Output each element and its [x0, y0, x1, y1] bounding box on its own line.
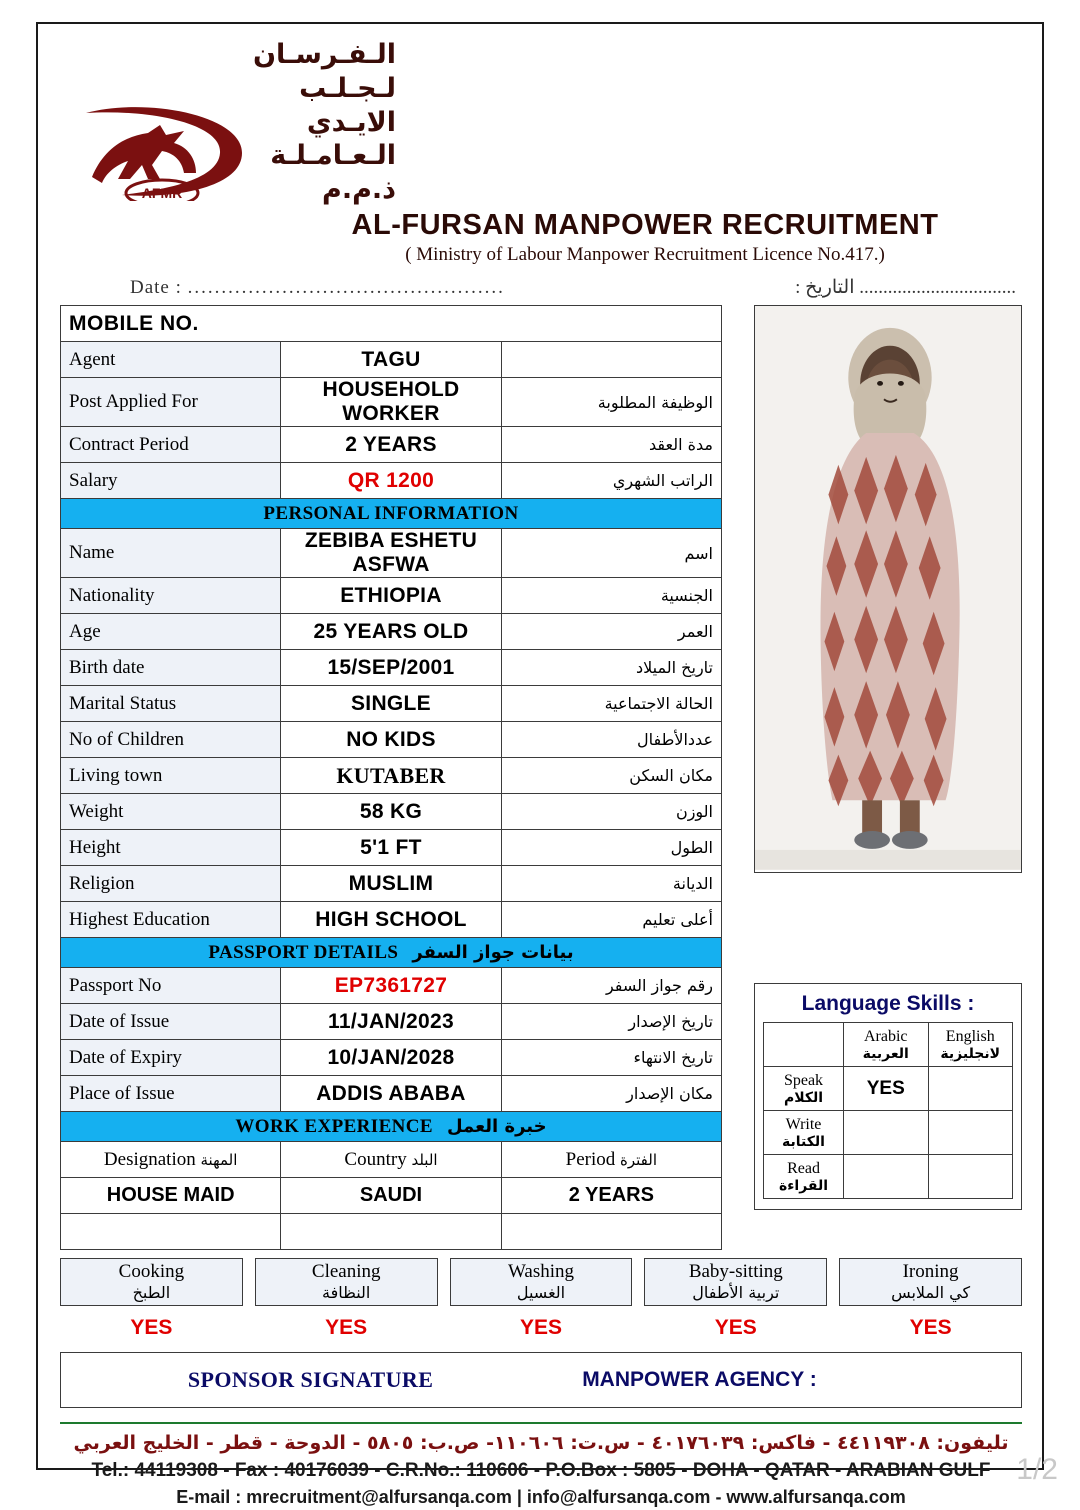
document-header — [38, 24, 1042, 270]
contract-period-value: 2 YEARS — [281, 427, 501, 463]
language-skills-box — [754, 983, 1022, 1210]
name-value: ZEBIBA ESHETU ASFWA — [281, 529, 501, 578]
marital-status-label: Marital Status — [61, 686, 281, 722]
skill-baby-sitting-label-en: Baby-sitting — [688, 1261, 783, 1283]
svg-text:AFMR: AFMR — [141, 185, 183, 202]
place-of-issue-value: ADDIS ABABA — [281, 1076, 501, 1112]
document-body — [38, 299, 1042, 1510]
table-row — [61, 1076, 722, 1112]
weight-label: Weight — [61, 794, 281, 830]
footer-contact-arabic: تليفون: ٤٤١١٩٣٠٨ - فاكس: ٤٠١٧٦٠٣٩ - س.ت: ١١٠٦٠٦- ص.ب: ٥٨٠٥ - الدوحة - قطر - الخليج العربي — [73, 1432, 1009, 1455]
manpower-agency-label: MANPOWER AGENCY : — [582, 1368, 817, 1392]
skill-ironing-value: YES — [909, 1316, 952, 1340]
work-designation-value: HOUSE MAID — [61, 1178, 281, 1214]
weight-label-ar: الوزن — [501, 794, 721, 830]
table-row — [61, 1004, 722, 1040]
lang-col-arabic-en: Arabic — [863, 1027, 908, 1045]
date-dots-ar: ................................. — [859, 277, 1016, 299]
applicant-details-table — [60, 305, 722, 1250]
place-of-issue-label: Place of Issue — [61, 1076, 281, 1112]
country-header — [281, 1142, 501, 1178]
date-of-expiry-label: Date of Expiry — [61, 1040, 281, 1076]
height-value: 5'1 FT — [281, 830, 501, 866]
age-value: 25 YEARS OLD — [281, 614, 501, 650]
household-skills-strip — [60, 1258, 1022, 1340]
lang-row-write-ar: الكتابة — [782, 1133, 825, 1150]
birth-date-label-ar: تاريخ الميلاد — [501, 650, 721, 686]
work-period-value: 2 YEARS — [501, 1178, 721, 1214]
country-header-en: Country — [344, 1148, 407, 1170]
table-row — [61, 650, 722, 686]
lang-corner-cell — [764, 1023, 844, 1067]
table-row — [61, 578, 722, 614]
table-row — [61, 1214, 722, 1250]
table-row — [61, 722, 722, 758]
work-experience-title-ar: خبرة العمل — [446, 1116, 547, 1138]
date-label-text-ar: التاريخ : — [795, 277, 855, 299]
agent-label-ar — [501, 342, 721, 378]
licence-text: ( Ministry of Labour Manpower Recruitment Licence No.417.) — [405, 244, 885, 266]
page-number: 1/2 — [1016, 1453, 1058, 1486]
work-designation-value-2 — [61, 1214, 281, 1250]
date-of-expiry-value: 10/JAN/2028 — [281, 1040, 501, 1076]
signature-bar — [60, 1352, 1022, 1408]
salary-label: Salary — [61, 463, 281, 499]
height-label-ar: الطول — [501, 830, 721, 866]
work-country-value: SAUDI — [281, 1178, 501, 1214]
skill-cleaning-label-ar: النظافة — [322, 1282, 371, 1302]
post-applied-label: Post Applied For — [61, 378, 281, 427]
skill-washing-value: YES — [519, 1316, 562, 1340]
skill-cleaning — [255, 1258, 438, 1340]
company-logo — [56, 103, 256, 201]
date-dots-en: ............................................... — [187, 277, 505, 299]
lang-row-read-en: Read — [787, 1159, 820, 1177]
lang-speak-arabic-value: YES — [844, 1067, 929, 1111]
lang-col-arabic-ar: العربية — [862, 1045, 909, 1062]
passport-details-section — [61, 938, 722, 968]
applicant-photo — [754, 305, 1022, 873]
religion-label: Religion — [61, 866, 281, 902]
work-period-value-2 — [501, 1214, 721, 1250]
language-skills-table — [763, 1022, 1013, 1199]
lang-speak-english-value — [928, 1067, 1013, 1111]
post-applied-label-ar: الوظيفة المطلوبة — [501, 378, 721, 427]
place-of-issue-label-ar: مكان الإصدار — [501, 1076, 721, 1112]
lang-col-english-ar: لانجليزية — [940, 1045, 1001, 1062]
post-applied-value: HOUSEHOLD WORKER — [281, 378, 501, 427]
skill-baby-sitting-value: YES — [714, 1316, 757, 1340]
designation-header-en: Designation — [103, 1148, 196, 1170]
passport-details-title-en: PASSPORT DETAILS — [208, 941, 399, 963]
lang-read-arabic-value — [844, 1155, 929, 1199]
date-label-text: Date : — [130, 277, 182, 299]
living-town-label: Living town — [61, 758, 281, 794]
work-country-value-2 — [281, 1214, 501, 1250]
skill-baby-sitting-label-ar: تربية الأطفال — [692, 1282, 780, 1302]
nationality-label-ar: الجنسية — [501, 578, 721, 614]
height-label: Height — [61, 830, 281, 866]
highest-education-label: Highest Education — [61, 902, 281, 938]
passport-no-label-ar: رقم جواز السفر — [501, 968, 721, 1004]
lang-col-english — [928, 1023, 1013, 1067]
skill-cooking — [60, 1258, 243, 1340]
lang-write-english-value — [928, 1111, 1013, 1155]
no-of-children-value: NO KIDS — [281, 722, 501, 758]
skill-cooking-value: YES — [130, 1316, 173, 1340]
skill-washing — [450, 1258, 633, 1340]
date-of-issue-label-ar: تاريخ الإصدار — [501, 1004, 721, 1040]
birth-date-label: Birth date — [61, 650, 281, 686]
lang-row-write — [764, 1111, 844, 1155]
document-page — [36, 22, 1044, 1508]
designation-header-ar: المهنة — [200, 1150, 238, 1169]
footer-contact-line1: Tel.: 44119308 - Fax : 40176039 - C.R.No.: 110606 - P.O.Box : 5805 - DOHA - QATAR - ARABIAN GULF — [91, 1459, 991, 1481]
skill-ironing-label-en: Ironing — [902, 1261, 959, 1283]
table-row — [61, 968, 722, 1004]
age-label: Age — [61, 614, 281, 650]
work-experience-title-en: WORK EXPERIENCE — [235, 1115, 433, 1137]
period-header-en: Period — [565, 1148, 616, 1170]
skill-cleaning-value: YES — [325, 1316, 368, 1340]
table-row — [61, 758, 722, 794]
table-row — [764, 1111, 1013, 1155]
table-row — [61, 830, 722, 866]
weight-value: 58 KG — [281, 794, 501, 830]
skill-washing-label-ar: الغسيل — [516, 1282, 566, 1302]
salary-label-ar: الراتب الشهري — [501, 463, 721, 499]
skill-cooking-label-ar: الطبخ — [132, 1282, 171, 1302]
language-skills-title: Language Skills : — [801, 992, 975, 1016]
highest-education-value: HIGH SCHOOL — [281, 902, 501, 938]
table-row — [61, 1178, 722, 1214]
skill-washing-label-en: Washing — [507, 1261, 574, 1283]
work-experience-section — [61, 1112, 722, 1142]
period-header-ar: الفترة — [620, 1150, 657, 1169]
lang-write-arabic-value — [844, 1111, 929, 1155]
agent-label: Agent — [61, 342, 281, 378]
lang-col-english-en: English — [945, 1027, 995, 1045]
salary-value: QR 1200 — [281, 463, 501, 499]
religion-label-ar: الديانة — [501, 866, 721, 902]
company-name-arabic: الـفـرسـان لـجـلـب الايـدي الـعـامـلـة ذ.م.م — [252, 39, 396, 205]
date-label-en — [130, 277, 505, 299]
lang-row-speak-en: Speak — [783, 1071, 824, 1089]
table-row — [61, 866, 722, 902]
period-header — [501, 1142, 721, 1178]
sponsor-signature-label: SPONSOR SIGNATURE — [187, 1367, 434, 1393]
lang-row-read — [764, 1155, 844, 1199]
table-row — [764, 1155, 1013, 1199]
table-row — [61, 342, 722, 378]
name-label: Name — [61, 529, 281, 578]
date-of-issue-value: 11/JAN/2023 — [281, 1004, 501, 1040]
table-row — [764, 1067, 1013, 1111]
skill-cooking-label-en: Cooking — [118, 1261, 185, 1283]
table-row — [61, 902, 722, 938]
work-experience-header-row — [61, 1142, 722, 1178]
skill-cleaning-label-en: Cleaning — [311, 1261, 381, 1283]
passport-details-title-ar: بيانات جواز السفر — [412, 942, 574, 964]
age-label-ar: العمر — [501, 614, 721, 650]
table-row — [61, 463, 722, 499]
lang-col-arabic — [844, 1023, 929, 1067]
country-header-ar: البلد — [411, 1150, 438, 1169]
marital-status-value: SINGLE — [281, 686, 501, 722]
table-row — [61, 529, 722, 578]
contract-period-label-ar: مدة العقد — [501, 427, 721, 463]
living-town-value: KUTABER — [281, 758, 501, 794]
living-town-label-ar: مكان السكن — [501, 758, 721, 794]
date-of-expiry-label-ar: تاريخ الانتهاء — [501, 1040, 721, 1076]
personal-information-title: PERSONAL INFORMATION — [263, 502, 519, 524]
name-label-ar: اسم — [501, 529, 721, 578]
no-of-children-label-ar: عددالأطفال — [501, 722, 721, 758]
lang-row-speak-ar: الكلام — [783, 1089, 824, 1106]
table-row — [61, 427, 722, 463]
date-of-issue-label: Date of Issue — [61, 1004, 281, 1040]
table-row — [61, 378, 722, 427]
birth-date-value: 15/SEP/2001 — [281, 650, 501, 686]
passport-no-value: EP7361727 — [281, 968, 501, 1004]
personal-information-section — [61, 499, 722, 529]
nationality-label: Nationality — [61, 578, 281, 614]
skill-ironing-label-ar: كي الملابس — [891, 1282, 971, 1302]
no-of-children-label: No of Children — [61, 722, 281, 758]
table-row — [61, 614, 722, 650]
table-row — [61, 1040, 722, 1076]
table-row — [61, 794, 722, 830]
company-name-english: AL-FURSAN MANPOWER RECRUITMENT — [351, 208, 939, 241]
date-line — [38, 270, 1042, 299]
contract-period-label: Contract Period — [61, 427, 281, 463]
agent-value: TAGU — [281, 342, 501, 378]
document-footer — [60, 1422, 1022, 1510]
designation-header — [61, 1142, 281, 1178]
religion-value: MUSLIM — [281, 866, 501, 902]
brand-block — [252, 38, 1024, 266]
lang-row-read-ar: القراءة — [778, 1177, 829, 1194]
highest-education-label-ar: أعلى تعليم — [501, 902, 721, 938]
passport-no-label: Passport No — [61, 968, 281, 1004]
lang-row-write-en: Write — [785, 1115, 822, 1133]
skill-ironing — [839, 1258, 1022, 1340]
skill-baby-sitting — [644, 1258, 827, 1340]
table-row — [764, 1023, 1013, 1067]
lang-read-english-value — [928, 1155, 1013, 1199]
footer-contact-line2: E-mail : mrecruitment@alfursanqa.com | info@alfursanqa.com - www.alfursanqa.com — [176, 1487, 906, 1508]
nationality-value: ETHIOPIA — [281, 578, 501, 614]
marital-status-label-ar: الحالة الاجتماعية — [501, 686, 721, 722]
mobile-no-row — [61, 306, 722, 342]
mobile-no-label: MOBILE NO. — [61, 306, 722, 342]
date-label-ar — [795, 276, 1016, 299]
table-row — [61, 686, 722, 722]
lang-row-speak — [764, 1067, 844, 1111]
